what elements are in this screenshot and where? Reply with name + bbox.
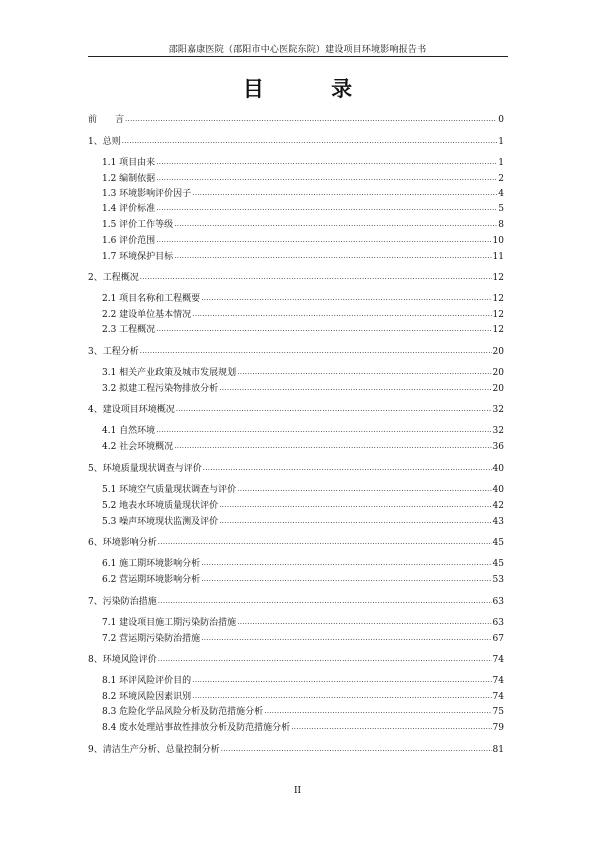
toc-entry-label: 8.4 废水处理站事故性排放分析及防范措施分析 — [102, 723, 291, 733]
toc-section-entry[interactable] — [102, 571, 504, 585]
toc-leader-dots — [237, 618, 491, 628]
toc-entry-label: 1.4 评价标准 — [102, 204, 156, 214]
toc-entry-label: 5.3 噪声环境现状监测及评价 — [102, 517, 219, 527]
toc-section-entry[interactable] — [102, 321, 504, 335]
toc-entry-page: 67 — [492, 634, 504, 644]
toc-entry-page: 20 — [492, 384, 504, 394]
toc-leader-dots — [140, 347, 492, 357]
toc-section-entry[interactable] — [102, 290, 504, 304]
toc-leader-dots — [156, 426, 491, 436]
toc-entry-page: 74 — [492, 692, 504, 702]
toc-entry-page: 12 — [492, 325, 504, 335]
toc-leader-dots — [174, 220, 497, 230]
toc-leader-dots — [156, 325, 491, 335]
toc-entry-label: 1.6 评价范围 — [102, 236, 156, 246]
toc-entry-page: 45 — [492, 559, 504, 569]
toc-leader-dots — [192, 676, 491, 686]
toc-leader-dots — [158, 538, 492, 548]
toc-entry-label: 5、环境质量现状调查与评价 — [88, 464, 202, 474]
toc-entry-label: 4、建设项目环境概况 — [88, 405, 175, 415]
toc-section-entry[interactable] — [102, 422, 504, 436]
toc-entry-label: 7、污染防治措施 — [88, 597, 157, 607]
toc-leader-dots — [176, 405, 492, 415]
toc-entry-label: 1.7 环境保护目标 — [102, 252, 174, 262]
toc-entry-page: 75 — [492, 707, 504, 717]
toc-leader-dots — [158, 655, 492, 665]
toc-entry-label: 4.2 社会环境概况 — [102, 442, 174, 452]
toc-leader-dots — [192, 692, 491, 702]
toc-entry-page: 36 — [492, 442, 504, 452]
toc-chapter-entry[interactable] — [88, 401, 504, 415]
toc-section-entry[interactable] — [102, 364, 504, 378]
toc-leader-dots — [219, 517, 491, 527]
toc-section-entry[interactable] — [102, 614, 504, 628]
toc-section-entry[interactable] — [102, 306, 504, 320]
toc-section-entry[interactable] — [102, 232, 504, 246]
toc-section-entry[interactable] — [102, 630, 504, 644]
toc-entry-label: 8、环境风险评价 — [88, 655, 157, 665]
toc-section-entry[interactable] — [102, 481, 504, 495]
toc-entry-label: 2.2 建设单位基本情况 — [102, 310, 192, 320]
toc-entry-page: 4 — [498, 189, 504, 199]
toc-leader-dots — [158, 597, 492, 607]
toc-section-entry[interactable] — [102, 555, 504, 569]
toc-entry-page: 43 — [492, 517, 504, 527]
toc-section-entry[interactable] — [102, 513, 504, 527]
toc-leader-dots — [192, 189, 497, 199]
toc-entry-label: 8.2 环境风险因素识别 — [102, 692, 192, 702]
toc-section-entry[interactable] — [102, 672, 504, 686]
toc-section-entry[interactable] — [102, 497, 504, 511]
toc-entry-label: 2.3 工程概况 — [102, 325, 156, 335]
toc-leader-dots — [201, 634, 491, 644]
toc-leader-dots — [201, 559, 491, 569]
toc-chapter-entry[interactable] — [88, 269, 504, 283]
toc-entry-label: 6.2 营运期环境影响分析 — [102, 575, 201, 585]
toc-entry-page: 40 — [492, 485, 504, 495]
toc-leader-dots — [219, 384, 491, 394]
toc-leader-dots — [125, 115, 497, 125]
toc-entry-page: 0 — [498, 115, 504, 125]
toc-section-entry[interactable] — [102, 438, 504, 452]
toc-leader-dots — [203, 464, 492, 474]
toc-entry-label: 3.1 相关产业政策及城市发展规划 — [102, 368, 237, 378]
toc-entry-page: 32 — [492, 426, 504, 436]
toc-entry-label: 9、清洁生产分析、总量控制分析 — [88, 745, 220, 755]
toc-chapter-entry[interactable] — [88, 651, 504, 665]
toc-chapter-entry[interactable] — [88, 593, 504, 607]
page-number: II — [293, 786, 302, 796]
toc-chapter-entry[interactable] — [88, 133, 504, 147]
toc-entry-page: 2 — [498, 174, 504, 184]
toc-entry-page: 12 — [492, 294, 504, 304]
toc-chapter-entry[interactable] — [88, 460, 504, 474]
toc-chapter-entry[interactable] — [88, 111, 504, 125]
toc-entry-label: 5.1 环境空气质量现状调查与评价 — [102, 485, 237, 495]
toc-entry-page: 10 — [492, 236, 504, 246]
toc-chapter-entry[interactable] — [88, 534, 504, 548]
toc-leader-dots — [156, 204, 497, 214]
toc-entry-label: 6、环境影响分析 — [88, 538, 157, 548]
toc-entry-page: 42 — [492, 501, 504, 511]
toc-entry-label: 3、工程分析 — [88, 347, 139, 357]
toc-entry-label: 1.2 编制依据 — [102, 174, 156, 184]
toc-entry-label: 7.1 建设项目施工期污染防治措施 — [102, 618, 237, 628]
toc-entry-label: 4.1 自然环境 — [102, 426, 156, 436]
toc-section-entry[interactable] — [102, 688, 504, 702]
toc-leader-dots — [201, 575, 491, 585]
toc-entry-page: 8 — [498, 220, 504, 230]
toc-entry-label: 8.3 危险化学品风险分析及防范措施分析 — [102, 707, 264, 717]
toc-leader-dots — [174, 252, 491, 262]
toc-leader-dots — [264, 707, 491, 717]
toc-entry-label: 1.1 项目由来 — [102, 158, 156, 168]
toc-section-entry[interactable] — [102, 185, 504, 199]
toc-entry-label: 1.5 评价工作等级 — [102, 220, 174, 230]
toc-entry-page: 20 — [492, 368, 504, 378]
toc-section-entry[interactable] — [102, 703, 504, 717]
toc-entry-page: 1 — [498, 158, 504, 168]
toc-entry-label: 3.2 拟建工程污染物排放分析 — [102, 384, 219, 394]
toc-entry-label: 2、工程概况 — [88, 273, 139, 283]
toc-entry-page: 81 — [492, 745, 504, 755]
toc-entry-label: 5.2 地表水环境质量现状评价 — [102, 501, 219, 511]
toc-entry-label: 前 言 — [88, 115, 125, 125]
toc-entry-page: 11 — [492, 252, 504, 262]
toc-leader-dots — [237, 368, 491, 378]
toc-leader-dots — [156, 158, 497, 168]
toc-leader-dots — [156, 174, 497, 184]
toc-entry-page: 79 — [492, 723, 504, 733]
toc-entry-label: 1.3 环境影响评价因子 — [102, 189, 192, 199]
toc-leader-dots — [192, 310, 491, 320]
toc-leader-dots — [122, 137, 498, 147]
toc-entry-page: 63 — [492, 618, 504, 628]
toc-entry-page: 12 — [492, 273, 504, 283]
toc-entry-page: 1 — [498, 137, 504, 147]
toc-entry-label: 2.1 项目名称和工程概要 — [102, 294, 201, 304]
toc-section-entry[interactable] — [102, 200, 504, 214]
toc-entry-page: 20 — [492, 347, 504, 357]
toc-chapter-entry[interactable] — [88, 343, 504, 357]
toc-chapter-entry[interactable] — [88, 741, 504, 755]
toc-entry-page: 5 — [498, 204, 504, 214]
page-header: 邵阳嘉康医院（邵阳市中心医院东院）建设项目环境影响报告书 — [168, 45, 427, 55]
toc-leader-dots — [237, 485, 491, 495]
toc-section-entry[interactable] — [102, 380, 504, 394]
toc-entry-label: 1、总则 — [88, 137, 121, 147]
toc-section-entry[interactable] — [102, 719, 504, 733]
toc-entry-page: 74 — [492, 676, 504, 686]
toc-leader-dots — [219, 501, 491, 511]
toc-section-entry[interactable] — [102, 154, 504, 168]
toc-entry-label: 7.2 营运期污染防治措施 — [102, 634, 201, 644]
toc-entry-label: 6.1 施工期环境影响分析 — [102, 559, 201, 569]
toc-leader-dots — [201, 294, 491, 304]
toc-entry-page: 74 — [492, 655, 504, 665]
toc-section-entry[interactable] — [102, 248, 504, 262]
toc-leader-dots — [174, 442, 491, 452]
toc-entry-page: 40 — [492, 464, 504, 474]
toc-entry-page: 32 — [492, 405, 504, 415]
toc-entry-label: 8.1 环评风险评价目的 — [102, 676, 192, 686]
toc-leader-dots — [156, 236, 491, 246]
toc-leader-dots — [221, 745, 492, 755]
toc-title: 目 录 — [242, 76, 383, 101]
toc-entry-page: 12 — [492, 310, 504, 320]
toc-leader-dots — [291, 723, 491, 733]
toc-leader-dots — [140, 273, 492, 283]
toc-entry-page: 53 — [492, 575, 504, 585]
toc-section-entry[interactable] — [102, 170, 504, 184]
toc-entry-page: 45 — [492, 538, 504, 548]
toc-entry-page: 63 — [492, 597, 504, 607]
toc-section-entry[interactable] — [102, 216, 504, 230]
